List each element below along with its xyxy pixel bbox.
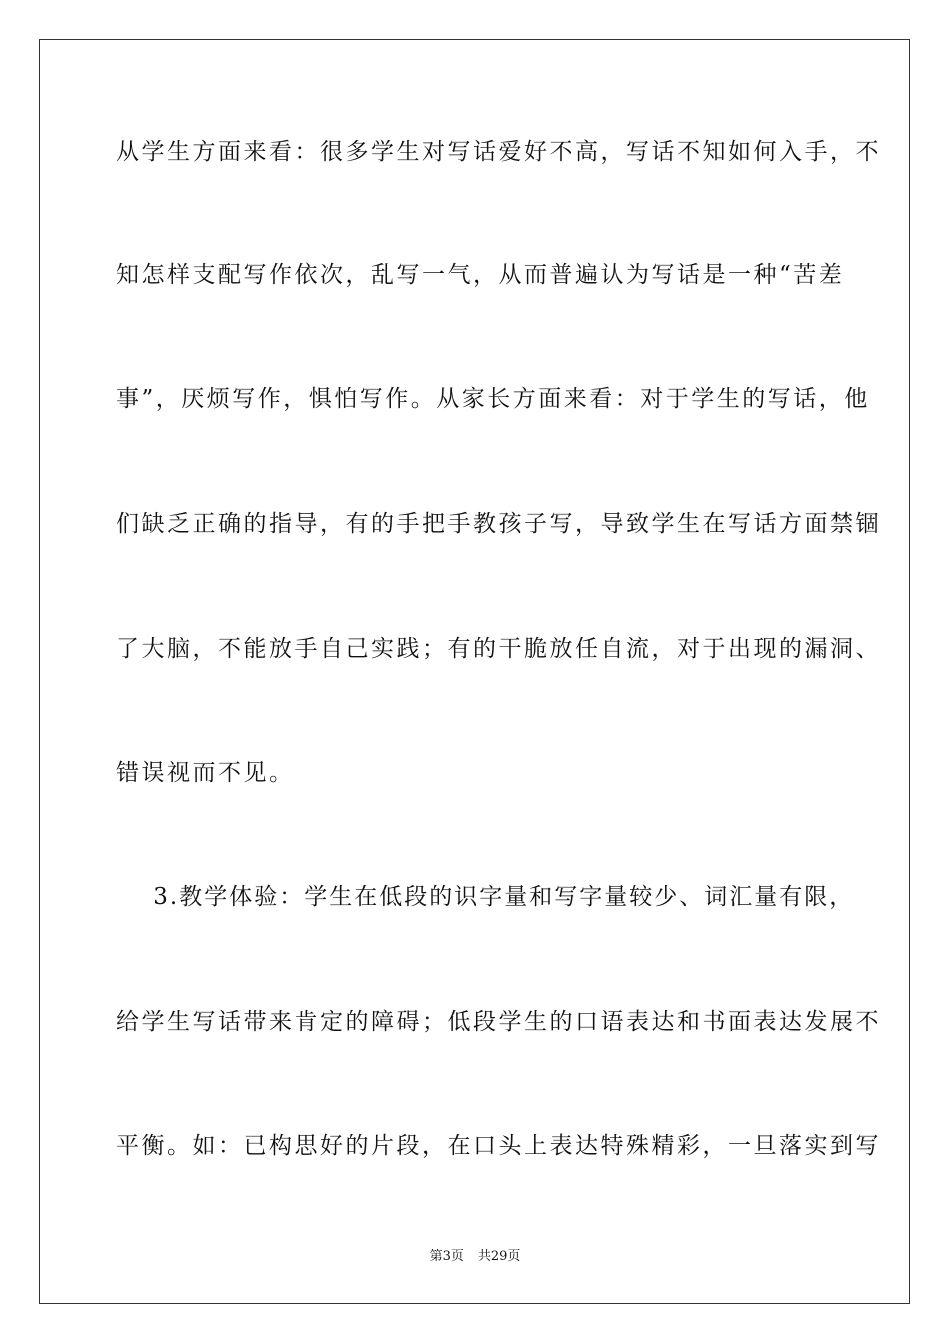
text-line-4: 们缺乏正确的指导，有的手把手教孩子写，导致学生在写话方面禁锢 xyxy=(116,511,881,537)
page-border xyxy=(39,39,910,1304)
text-line-3: 事”，厌烦写作，惧怕写作。从家长方面来看：对于学生的写话，他 xyxy=(116,386,870,412)
page-number-current: 第3页 xyxy=(429,1249,464,1264)
text-line-1: 从学生方面来看：很多学生对写话爱好不高，写话不知如何入手，不 xyxy=(116,139,881,165)
text-line-9: 平衡。如：已构思好的片段，在口头上表达特殊精彩，一旦落实到写 xyxy=(116,1133,881,1159)
text-line-5: 了大脑，不能放手自己实践；有的干脆放任自流，对于出现的漏洞、 xyxy=(116,636,881,662)
text-line-6: 错误视而不见。 xyxy=(116,760,295,786)
text-line-8: 给学生写话带来肯定的障碍；低段学生的口语表达和书面表达发展不 xyxy=(116,1009,881,1035)
page-footer xyxy=(0,1248,950,1266)
page-number-total: 共29页 xyxy=(477,1249,521,1264)
text-line-2: 知怎样支配写作依次，乱写一气，从而普遍认为写话是一种“苦差 xyxy=(116,262,845,288)
text-line-7: 3.教学体验：学生在低段的识字量和写字量较少、词汇量有限， xyxy=(116,884,855,910)
